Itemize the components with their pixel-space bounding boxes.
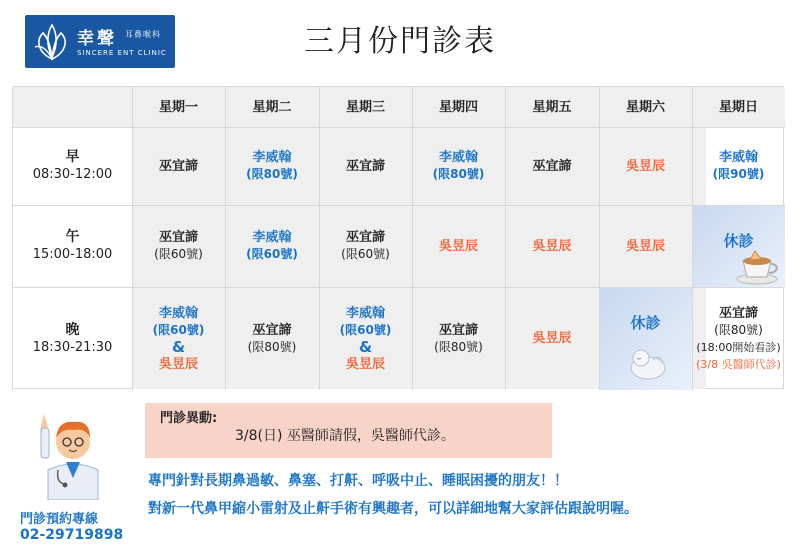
cell-morning-mon	[132, 127, 225, 205]
doctor-name: 李威翰	[158, 305, 198, 321]
patient-limit: (限90號)	[712, 167, 765, 181]
cell-afternoon-sun	[692, 205, 785, 287]
slot-time: 15:00-18:00	[32, 247, 113, 262]
day-header-sun: 星期日	[718, 99, 758, 115]
start-time-note: (18:00開始看診)	[696, 340, 781, 354]
doctor-name: 吳昱辰	[532, 238, 572, 254]
cell-evening-tue	[225, 287, 319, 390]
patient-limit: (限60號)	[246, 247, 298, 261]
day-header-mon: 星期一	[158, 99, 198, 115]
doctor-name: 李威翰	[345, 305, 385, 321]
patient-limit: (限60號)	[152, 322, 205, 337]
day-header-sat: 星期六	[625, 99, 665, 115]
doctor-name-2: 吳昱辰	[345, 356, 385, 372]
booking-line-label: 門診預約專線	[20, 512, 99, 527]
doctor-name: 吳昱辰	[532, 331, 572, 346]
clinic-logo	[25, 15, 175, 68]
slot-afternoon	[13, 205, 132, 287]
doctor-name: 吳昱辰	[438, 238, 478, 254]
header	[0, 0, 800, 78]
day-header-fri: 星期五	[532, 99, 572, 115]
clinic-name-zh: 幸聲	[77, 29, 117, 49]
cell-evening-mon	[132, 287, 225, 390]
cell-morning-wed	[319, 127, 412, 205]
doctor-name: 巫宜諦	[158, 230, 198, 245]
patient-limit: (限60號)	[339, 322, 392, 337]
cell-evening-thu	[412, 287, 505, 390]
cell-evening-sun	[692, 287, 785, 390]
flower-logo-icon	[29, 19, 75, 65]
cell-afternoon-mon	[132, 205, 225, 287]
doctor-name: 巫宜諦	[158, 158, 198, 174]
ampersand: &	[171, 337, 186, 356]
doctor-name: 巫宜諦	[718, 305, 758, 321]
doctor-name: 巫宜諦	[345, 158, 385, 174]
slot-name: 晚	[65, 321, 80, 338]
slot-time: 08:30-12:00	[32, 167, 113, 182]
doctor-name: 吳昱辰	[625, 158, 665, 174]
slot-morning	[13, 127, 132, 205]
cell-evening-sat	[599, 287, 692, 390]
schedule-table	[12, 86, 784, 389]
patient-limit: (限60號)	[154, 247, 203, 261]
promo-line-2: 對新一代鼻甲縮小雷射及止鼾手術有興趣者，可以詳細地幫大家評估跟說明喔。	[148, 501, 638, 517]
doctor-name: 李威翰	[438, 150, 478, 165]
doctor-name: 巫宜諦	[532, 158, 572, 174]
cell-evening-wed	[319, 287, 412, 390]
cell-morning-sun	[692, 127, 785, 205]
cell-afternoon-sat	[599, 205, 692, 287]
day-header-tue: 星期二	[252, 99, 292, 115]
coffee-cup-icon	[735, 247, 781, 285]
notice-title: 門診異動:	[160, 411, 218, 426]
clinic-name-dept: 耳鼻喉科	[125, 30, 161, 39]
cell-afternoon-thu	[412, 205, 505, 287]
closed-label: 休診	[723, 232, 754, 250]
closed-label: 休診	[630, 314, 661, 332]
schedule-change-notice	[145, 403, 552, 458]
doctor-name: 巫宜諦	[438, 322, 478, 338]
sleeping-baby-icon	[627, 342, 669, 382]
doctor-name: 李威翰	[718, 150, 758, 165]
day-header-wed: 星期三	[345, 99, 385, 115]
cell-afternoon-fri	[505, 205, 599, 287]
slot-name: 午	[65, 229, 80, 245]
patient-limit: (限80號)	[714, 322, 763, 337]
slot-evening	[13, 287, 132, 390]
doctor-name-2: 吳昱辰	[158, 356, 198, 372]
ampersand: &	[358, 337, 373, 356]
slot-name: 早	[65, 149, 80, 165]
doctor-illustration-icon	[28, 400, 118, 500]
patient-limit: (限80號)	[432, 167, 485, 181]
notice-text: 3/8(日) 巫醫師請假，吳醫師代診。	[235, 428, 455, 444]
patient-limit: (限80號)	[247, 339, 297, 354]
page-title: 三月份門診表	[304, 24, 496, 59]
patient-limit: (限80號)	[434, 339, 483, 354]
substitute-note: (3/8 吳醫師代診)	[696, 357, 781, 371]
patient-limit: (限60號)	[341, 247, 390, 261]
slot-time: 18:30-21:30	[32, 339, 113, 355]
cell-evening-fri	[505, 287, 599, 390]
doctor-name: 巫宜諦	[345, 230, 385, 245]
clinic-name-en: SINCERE ENT CLINIC	[77, 49, 167, 57]
cell-morning-thu	[412, 127, 505, 205]
cell-morning-fri	[505, 127, 599, 205]
booking-phone-number[interactable]: 02-29719898	[20, 527, 124, 543]
cell-afternoon-tue	[225, 205, 319, 287]
day-header-thu: 星期四	[438, 99, 478, 115]
patient-limit: (限80號)	[246, 167, 298, 181]
cell-morning-tue	[225, 127, 319, 205]
doctor-name: 李威翰	[252, 150, 292, 165]
doctor-name: 李威翰	[252, 230, 292, 245]
cell-afternoon-wed	[319, 205, 412, 287]
doctor-name: 巫宜諦	[252, 322, 292, 338]
promo-line-1: 專門針對長期鼻過敏、鼻塞、打鼾、呼吸中止、睡眠困擾的朋友！！	[148, 473, 568, 489]
cell-morning-sat	[599, 127, 692, 205]
doctor-name: 吳昱辰	[625, 238, 665, 254]
